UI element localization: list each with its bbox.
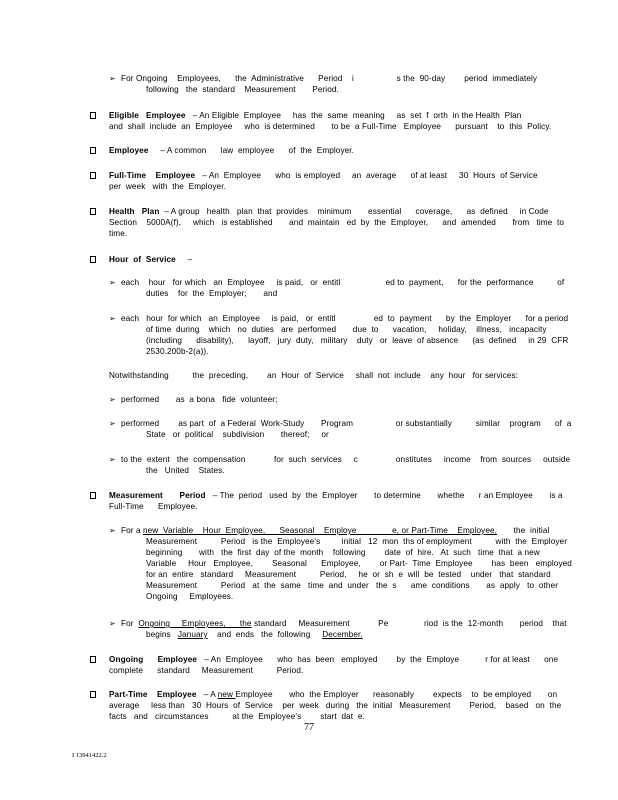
definition-text: – An Employee who is employed an average of at least 30 Hours of Service bbox=[202, 171, 538, 180]
bullet-text bbox=[121, 525, 549, 536]
checkbox-bullet-icon bbox=[90, 172, 96, 179]
bullet-text: performed as a bona fide volunteer; bbox=[121, 395, 278, 404]
definition-entry bbox=[109, 254, 192, 265]
bullet-text: State or political subdivision thereof; or bbox=[146, 430, 329, 439]
page-number: 77 bbox=[304, 722, 314, 733]
checkbox-bullet-icon bbox=[90, 656, 96, 663]
bullet-text: Ongoing Employees. bbox=[146, 592, 234, 601]
arrow-bullet-icon: ➢ bbox=[109, 526, 116, 535]
definition-text: – A group health plan that provides minimum essential coverage, as defined in Code bbox=[164, 207, 549, 216]
definition-text: Employee who the Employer reasonably expects to be employed on bbox=[235, 690, 558, 699]
arrow-bullet-icon: ➢ bbox=[109, 74, 116, 83]
arrow-bullet-icon: ➢ bbox=[109, 314, 116, 323]
checkbox-bullet-icon bbox=[90, 112, 96, 119]
bullet-text: duties for the Employer; and bbox=[146, 289, 278, 298]
definition-entry bbox=[109, 689, 557, 700]
definition-entry bbox=[109, 206, 549, 217]
checkbox-bullet-icon bbox=[90, 691, 96, 698]
underlined-text: Ongoing Employees, the bbox=[138, 619, 252, 628]
underlined-text: December. bbox=[322, 630, 363, 639]
bullet-text: beginning with the first day of the month following date of hire. At such time that a new bbox=[146, 548, 540, 557]
bullet-text: each hour for which an Employee is paid, or entitl ed to payment by the Employer for a period bbox=[121, 314, 569, 323]
bullet-text-part: the initial bbox=[497, 526, 550, 535]
definition-text: – An Employee who has been employed by the Employe r for at least one bbox=[204, 655, 559, 664]
definition-text: facts and circumstances at the Employee's start dat e. bbox=[109, 712, 365, 721]
checkbox-bullet-icon bbox=[90, 256, 96, 263]
definition-entry bbox=[109, 110, 521, 121]
definition-entry bbox=[109, 145, 354, 156]
bullet-text bbox=[146, 629, 363, 640]
definition-text: – A bbox=[203, 690, 218, 699]
paragraph-text: Notwithstanding the preceding, an Hour of Service shall not include any hour for services: bbox=[109, 371, 519, 380]
bullet-text: For Ongoing Employees, the Administrative Period i s the 90-day period immediately bbox=[121, 74, 538, 83]
bullet-text-part: For a bbox=[121, 526, 143, 535]
bullet-text bbox=[121, 618, 567, 629]
definition-text: – The period used by the Employer to determine whethe r an Employee is a bbox=[212, 491, 563, 500]
definition-text: average less than 30 Hours of Service per week during the initial Measurement Period, based on the bbox=[109, 701, 562, 710]
definition-term: Part-Time Employee bbox=[109, 690, 197, 699]
definition-term: Health Plan bbox=[109, 207, 160, 216]
bullet-text: of time during which no duties are performed due to vacation, holiday, illness, incapacity bbox=[146, 325, 547, 334]
definition-term: Eligible Employee bbox=[109, 111, 186, 120]
checkbox-bullet-icon bbox=[90, 208, 96, 215]
definition-term: Hour of Service bbox=[109, 255, 176, 264]
bullet-text: Variable Hour Employee, Seasonal Employee, or Part- Time Employee has been employed bbox=[146, 559, 572, 568]
bullet-text: each hour for which an Employee is paid, or entitl ed to payment, for the performance of bbox=[121, 278, 565, 287]
arrow-bullet-icon: ➢ bbox=[109, 419, 116, 428]
arrow-bullet-icon: ➢ bbox=[109, 455, 116, 464]
bullet-text: the United States. bbox=[146, 466, 225, 475]
definition-text: and shall include an Employee who is determined to be a Full-Time Employee pursuant to this Policy. bbox=[109, 122, 552, 131]
definition-text: time. bbox=[109, 229, 128, 238]
definition-dash: – bbox=[187, 255, 193, 264]
definition-entry bbox=[109, 170, 538, 181]
arrow-bullet-icon: ➢ bbox=[109, 619, 116, 628]
definition-term: Ongoing Employee bbox=[109, 655, 198, 664]
bullet-text: for an entire standard Measurement Period, he or sh e will be tested under that standard bbox=[146, 570, 551, 579]
definition-text: per week with the Employer. bbox=[109, 182, 226, 191]
definition-text: – A common law employee of the Employer. bbox=[160, 146, 355, 155]
definition-text: complete standard Measurement Period. bbox=[109, 666, 304, 675]
arrow-bullet-icon: ➢ bbox=[109, 395, 116, 404]
bullet-text: performed as part of a Federal Work-Study Program or substantially similar program of a bbox=[121, 419, 572, 428]
bullet-text: Measurement Period at the same time and under the s ame conditions as apply to other bbox=[146, 581, 559, 590]
definition-text: Full-Time Employee. bbox=[109, 502, 198, 511]
arrow-bullet-icon: ➢ bbox=[109, 278, 116, 287]
definition-term: Full-Time Employee bbox=[109, 171, 196, 180]
underlined-text: new bbox=[217, 690, 236, 699]
underlined-text: January bbox=[177, 630, 208, 639]
checkbox-bullet-icon bbox=[90, 147, 96, 154]
definition-text: – An Eligible Employee has the same meaning as set f orth in the Health Plan bbox=[192, 111, 522, 120]
bullet-text: 2530.200b-2(a)). bbox=[146, 347, 209, 356]
definition-entry bbox=[109, 654, 558, 665]
bullet-text: following the standard Measurement Period. bbox=[146, 85, 339, 94]
bullet-text-part: and ends the following bbox=[207, 630, 323, 639]
definition-term: Employee bbox=[109, 146, 149, 155]
bullet-text: (including disability), layoff, jury duty, military duty or leave of absence (as defined in 29 CFR bbox=[146, 336, 569, 345]
checkbox-bullet-icon bbox=[90, 492, 96, 499]
bullet-text: Measurement Period is the Employee's initial 12 mon ths of employment with the Employer bbox=[146, 537, 568, 546]
bullet-text: to the extent the compensation for such services c onstitutes income from sources outside bbox=[121, 455, 571, 464]
definition-term: Measurement Period bbox=[109, 491, 206, 500]
definition-text: Section 5000A(f), which is established and maintain ed by the Employer, and amended from time to bbox=[109, 218, 565, 227]
bullet-text-part: standard Measurement Pe riod is the 12-month period that bbox=[251, 619, 567, 628]
document-id: I 13941422.2 bbox=[72, 752, 107, 759]
bullet-text-part: For bbox=[121, 619, 139, 628]
underlined-text: new Variable Hour Employee, Seasonal Employe e, or Part-Time Employee, bbox=[142, 526, 497, 535]
definition-entry bbox=[109, 490, 563, 501]
bullet-text-part: begins bbox=[146, 630, 178, 639]
